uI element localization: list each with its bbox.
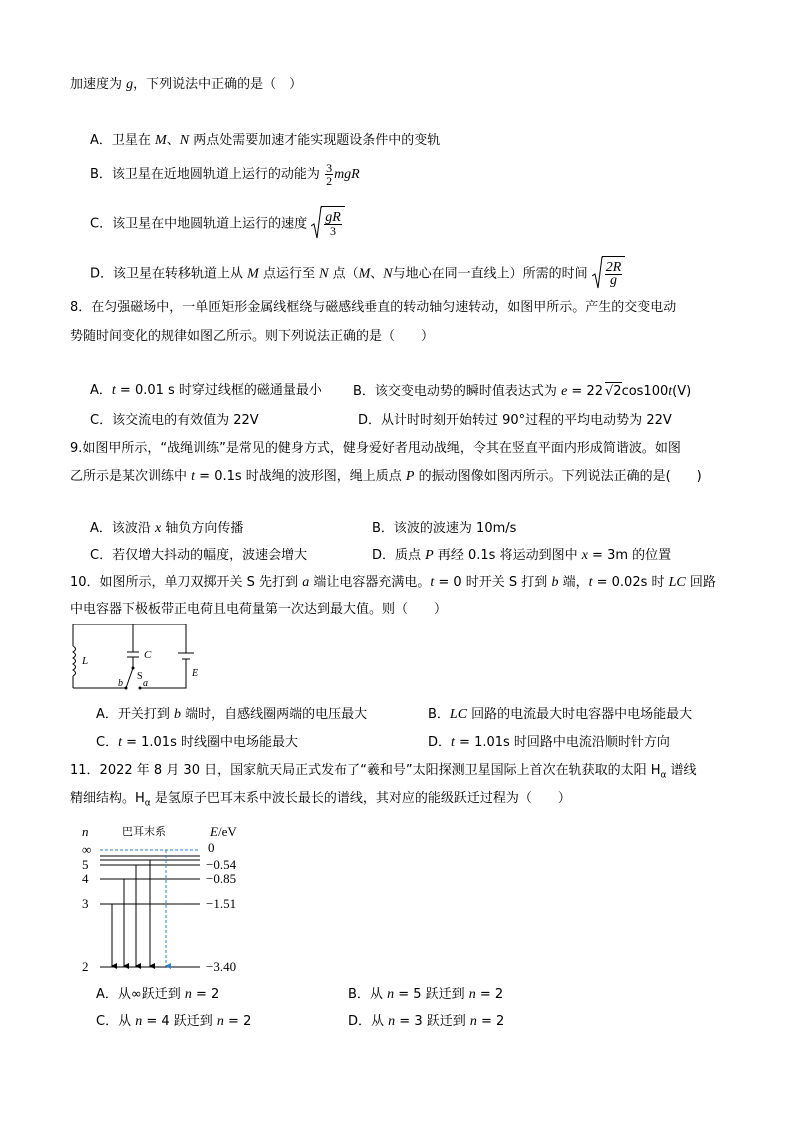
q9-stem-line2: 乙所示是某次训练中 t = 0.1s 时战绳的波形图，绳上质点 P 的振动图像如图丙所示。下列说法正确的是( ) (70, 469, 702, 484)
label-b: b (118, 678, 123, 689)
sqrt-2r-over-g: $\frac{2R}{g}$ (592, 256, 626, 292)
lc-circuit-diagram (68, 624, 208, 694)
q8-stem-line1: 8．在匀强磁场中，一单匝矩形金属线框绕与磁感线垂直的转动轴匀速转动，如图甲所示。产生的交变电动 (70, 300, 677, 315)
q8-option-d: D．从计时时刻开始转过 90°过程的平均电动势为 22V (358, 413, 672, 428)
q9-stem-line1: 9.如图甲所示，“战绳训练”是常见的健身方式，健身爱好者甩动战绳，令其在竖直平面内形成简谐波。如图 (70, 441, 681, 456)
switch-pivot (132, 667, 135, 670)
q10-option-d: D．t = 1.01s 时回路中电流沿顺时针方向 (428, 735, 670, 750)
fraction-3-2: $\frac{3}{2}$ (326, 161, 333, 188)
q10-stem-line1: 10．如图所示，单刀双掷开关 S 先打到 a 端让电容器充满电。t = 0 时开关 S 打到 b 端，t = 0.02s 时 LC 回路 (70, 575, 716, 590)
label-s: S (137, 671, 143, 682)
q11-option-c: C．从 n = 4 跃迁到 n = 2 (96, 1014, 252, 1029)
label-a: a (143, 678, 148, 689)
q11-option-a: A．从∞跃迁到 n = 2 (96, 987, 220, 1002)
q11-option-b: B．从 n = 5 跃迁到 n = 2 (348, 987, 504, 1002)
sqrt-gr-over-3: $\frac{gR}{3}$ (311, 206, 345, 242)
level-n-2: 2 (82, 959, 89, 974)
q10-option-c: C．t = 1.01s 时线圈中电场能最大 (96, 735, 298, 750)
axis-label-n: n (82, 824, 89, 839)
q7-option-b: B．该卫星在近地圆轨道上运行的动能为 $\frac{3}{2}$ mgR (90, 161, 360, 188)
q8-option-a: A．t = 0.01 s 时穿过线框的磁通量最小 (90, 383, 322, 398)
level-n-infinity: ∞ (82, 842, 92, 857)
label-e: E (192, 668, 199, 679)
level-n-3: 3 (82, 896, 89, 911)
inductor-coil (73, 646, 76, 676)
switch-contact-b (125, 687, 128, 690)
level-energy-infinity: 0 (208, 840, 215, 855)
q10-option-a: A．开关打到 b 端时，自感线圈两端的电压最大 (96, 707, 368, 722)
q10-option-b: B．LC 回路的电流最大时电容器中电场能最大 (428, 707, 693, 722)
q9-option-a: A．该波沿 x 轴负方向传播 (90, 521, 244, 536)
switch-contact-a (139, 687, 142, 690)
q7-option-c: C．该卫星在中地圆轨道上运行的速度 $\frac{gR}{3}$ (90, 206, 345, 242)
q9-option-c: C．若仅增大抖动的幅度，波速会增大 (90, 548, 308, 563)
q11-stem-line1: 11．2022 年 8 月 30 日，国家航天局正式发布了“羲和号”太阳探测卫星国际上首次在轨获取的太阳 $H_\alpha$ 谱线 (70, 763, 697, 781)
q7-option-a: A．卫星在 M、N 两点处需要加速才能实现题设条件中的变轨 (90, 133, 441, 148)
level-energy-5: −0.54 (206, 857, 237, 872)
hydrogen-energy-level-diagram (72, 822, 282, 978)
q7-option-d: D．该卫星在转移轨道上从 M 点运行至 N 点（M、N与地心在同一直线上）所需的时间 $\frac{2R}{g}$ (90, 256, 625, 292)
q8-option-b: B．该交变电动势的瞬时值表达式为 e = 22 √2cos100t(V) (353, 384, 692, 399)
level-n-5: 5 (82, 857, 89, 872)
switch-blade (126, 668, 133, 688)
q8-option-c: C．该交流电的有效值为 22V (90, 413, 259, 428)
q7-stem-tail: 加速度为 g，下列说法中正确的是（ ） (70, 77, 303, 92)
label-c: C (144, 649, 152, 661)
q11-stem-line2: 精细结构。$H_\alpha$ 是氢原子巴耳末系中波长最长的谱线，其对应的能级跃迁过程为（ ） (70, 791, 571, 809)
level-n-4: 4 (82, 871, 89, 886)
q11-option-d: D．从 n = 3 跃迁到 n = 2 (348, 1014, 505, 1029)
q9-option-b: B．该波的波速为 10m/s (372, 521, 517, 536)
series-label: 巴耳末系 (122, 825, 166, 838)
level-energy-2: −3.40 (206, 959, 237, 974)
label-l: L (82, 655, 89, 667)
q9-option-d: D．质点 P 再经 0.1s 将运动到图中 x = 3m 的位置 (372, 548, 672, 563)
level-energy-3: −1.51 (206, 896, 237, 911)
level-energy-4: −0.85 (206, 871, 237, 886)
q8-stem-line2: 势随时间变化的规律如图乙所示。则下列说法正确的是（ ） (70, 329, 435, 344)
q10-stem-line2: 中电容器下极板带正电荷且电荷量第一次达到最大值。则（ ） (70, 602, 448, 617)
axis-label-energy: E/eV (210, 824, 237, 839)
